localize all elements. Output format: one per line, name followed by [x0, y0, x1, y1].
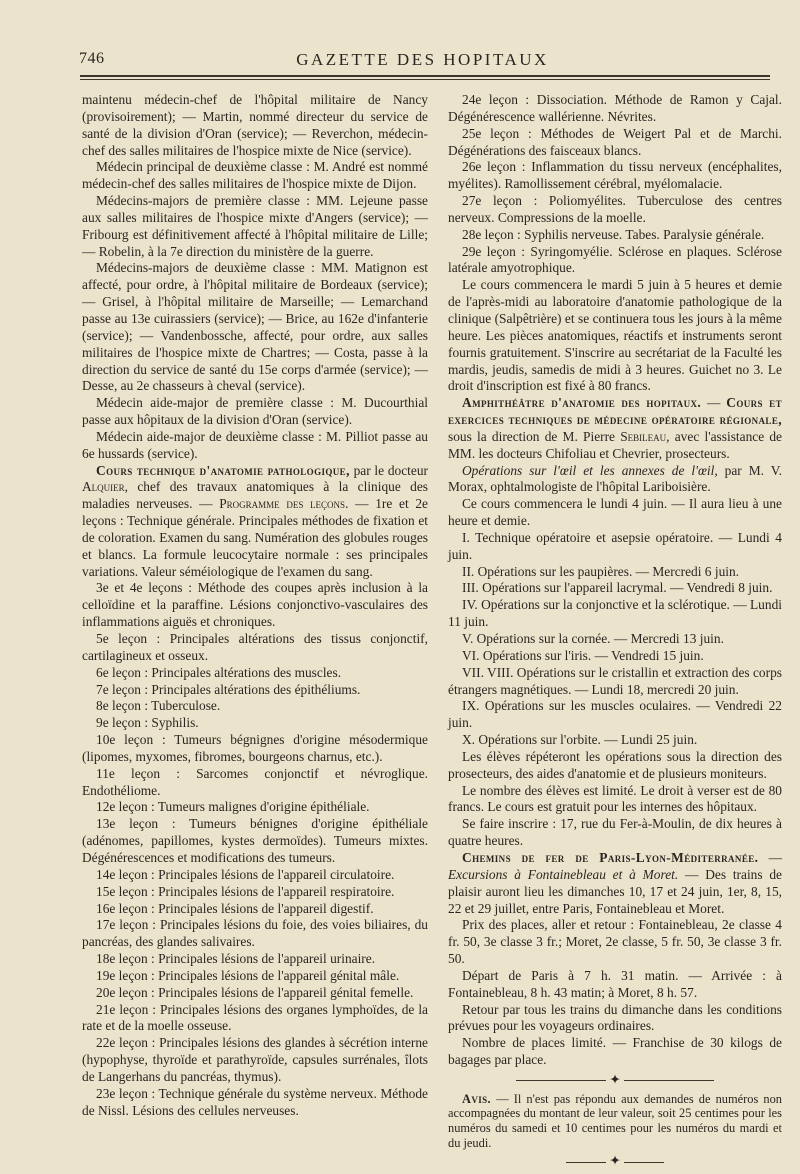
left-column [82, 92, 428, 1119]
railway-heading: Chemins de fer de Paris-Lyon-Méditerranée. [462, 849, 759, 865]
ophthalmology-title: Opérations sur l'œil et les annexes de l'œil, [462, 462, 718, 478]
operation-item: V. Opérations sur la cornée. — Mercredi 13 juin. [462, 631, 724, 646]
lesson-entry: 26e leçon : Inflammation du tissu nerveux (encéphalites, myélites). Ramollissement cérébral, myélomalacie. [448, 159, 782, 192]
lesson-entry: 28e leçon : Syphilis nerveuse. Tabes. Paralysie générale. [462, 226, 765, 242]
amphitheatre-announcement [448, 395, 782, 462]
lesson-entry: 13e leçon : Tumeurs bénignes d'origine épithéliale (adénomes, papillomes, kystes dermoïdes). Tumeurs mixtes. Dégénérescences et modifications des tumeurs. [82, 816, 428, 865]
ophthalmology-lecturer: par M. V. Morax, ophtalmologiste de l'hôpital Lariboisière. [448, 462, 782, 495]
lesson-entry: 3e et 4e leçons : Méthode des coupes après inclusion à la celloïdine et la paraffine. Lésions conjonctivo-vasculaires des inflammations aiguës et chroniques. [82, 580, 428, 630]
railway-departure: Départ de Paris à 7 h. 31 matin. — Arrivée : à Fontainebleau, 8 h. 43 matin; à Moret, 8 h. 57. [448, 967, 782, 1000]
lesson-entry: 22e leçon : Principales lésions des glandes à sécrétion interne (hypophyse, thyroïde et parathyroïde, capsules surrénales, îlots de Langerhans du pancréas, thymus). [82, 1035, 428, 1084]
lesson-entry: 7e leçon : Principales altérations des épithéliums. [96, 681, 361, 697]
ophthalmology-start: Ce cours commencera le lundi 4 juin. — Il aura lieu à une heure et demie. [448, 496, 782, 529]
operation-item: VII. VIII. Opérations sur le cristallin et extraction des corps étrangers magnétiques. — Lundi 18, mercredi 20 juin. [448, 664, 782, 697]
running-head [75, 48, 770, 72]
railway-subheading: Excursions à Fontainebleau et à Moret. [448, 866, 679, 882]
lesson-entry: 16e leçon : Principales lésions de l'appareil digestif. [96, 900, 374, 916]
ophthalmology-course [448, 463, 782, 497]
operation-item: I. Technique opératoire et asepsie opératoire. — Lundi 4 juin. [448, 529, 782, 562]
programme-label: Programme des leçons. [219, 496, 349, 512]
lesson-entry: 27e leçon : Poliomyélites. Tuberculose des centres nerveux. Compressions de la moelle. [448, 193, 782, 225]
operation-item: VI. Opérations sur l'iris. — Vendredi 15 juin. [462, 647, 704, 663]
notice-label: Avis. [462, 1091, 492, 1106]
amphitheatre-director: Sebileau [620, 428, 667, 444]
nominations-paragraph: Médecin aide-major de deuxième classe : M. Pilliot passe au 6e hussards (service). [82, 428, 428, 461]
lesson-entry: 18e leçon : Principales lésions de l'appareil urinaire. [96, 951, 376, 967]
lesson-entry: 25e leçon : Méthodes de Weigert Pal et de Marchi. Dégénérations des faisceaux blancs. [448, 125, 782, 158]
nominations-paragraph: Médecin principal de deuxième classe : M. André est nommé médecin-chef des salles militaires de l'hospice mixte de Dijon. [82, 159, 428, 192]
railway-text: — Des trains de plaisir auront lieu les dimanches 10, 17 et 24 juin, 1er, 8, 15, 22 et 29 juillet, entre Paris, Fontainebleau et Moret. [448, 866, 783, 916]
railway-return: Retour par tous les trains du dimanche dans les conditions prévues pour les voyageurs ordinaires. [448, 1001, 782, 1034]
lesson-entry: 8e leçon : Tuberculose. [96, 698, 221, 714]
lesson-entry: 12e leçon : Tumeurs malignes d'origine épithéliale. [96, 799, 370, 815]
course-intro-2: , chef des travaux anatomiques à la clinique des maladies nerveuses. — [82, 479, 428, 512]
lesson-entry: 20e leçon : Principales lésions de l'appareil génital femelle. [96, 984, 414, 1000]
lesson-entry: 5e leçon : Principales altérations des tissus conjonctif, cartilagineux et osseux. [82, 631, 428, 663]
lesson-entry: 6e leçon : Principales altérations des muscles. [96, 664, 342, 680]
lesson-entry: 14e leçon : Principales lésions de l'appareil circulatoire. [96, 866, 395, 882]
lesson-entry: 21e leçon : Principales lésions des organes lymphoïdes, de la rate et de la moelle osseuse. [82, 1001, 428, 1034]
operation-item: III. Opérations sur l'appareil lacrymal. — Vendredi 8 juin. [462, 580, 773, 596]
amphitheatre-direction-2: , avec l'assistance de MM. les docteurs Chifoliau et Chevrier, prosecteurs. [448, 428, 782, 461]
nominations-paragraph: maintenu médecin-chef de l'hôpital militaire de Nancy (provisoirement); — Martin, nommé directeur du service de santé de la division d'Oran (service); — Reverchon, médecin-chef des salles militaires de l'hospice mixte de Nice (service). [82, 92, 428, 158]
amphitheatre-subheading: Cours et exercices techniques de médecine opératoire régionale, [448, 395, 782, 428]
journal-title: GAZETTE DES HOPITAUX [296, 50, 549, 69]
lesson-entry: 19e leçon : Principales lésions de l'appareil génital mâle. [96, 967, 400, 983]
header-rule [80, 75, 770, 77]
operation-item: II. Opérations sur les paupières. — Mercredi 6 juin. [462, 563, 740, 579]
nominations-paragraph: Médecins-majors de première classe : MM. Lejeune passe aux salles militaires de l'hospice mixte d'Angers (service); — Fribourg est définitivement affecté à l'hôpital militaire de Lille; — Robelin, à la 7e direction du ministère de la guerre. [82, 193, 428, 259]
lesson-entry: 11e leçon : Sarcomes conjonctif et névroglique. Endothéliome. [82, 765, 428, 798]
course-heading: Cours technique d'anatomie pathologique, [96, 462, 350, 478]
lesson-entry: 17e leçon : Principales lésions du foie, des voies biliaires, du pancréas, des glandes salivaires. [82, 917, 428, 950]
course-announcement [82, 463, 428, 581]
ophthalmology-note: Le nombre des élèves est limité. Le droit à verser est de 80 francs. Le cours est gratuit pour les internes des hôpitaux. [448, 782, 782, 815]
lesson-entry: 15e leçon : Principales lésions de l'appareil respiratoire. [96, 883, 395, 899]
ophthalmology-note: Se faire inscrire : 17, rue du Fer-à-Moulin, de dix heures à quatre heures. [448, 816, 782, 849]
lesson-entry: — 1re et 2e leçons : Technique générale. Principales méthodes de fixation et de coloration. Examen du sang. Numération des globules rouges et blancs. La formule leucocytaire normale : ses principales variations. Valeur séméiologique de l'examen du sang. [82, 496, 428, 579]
ophthalmology-note: Les élèves répéteront les opérations sous la direction des prosecteurs, des aides d'anatomie et de plusieurs moniteurs. [448, 748, 782, 781]
heading-dash: — [758, 849, 782, 865]
railway-announcement [448, 850, 782, 917]
page-number: 746 [79, 50, 105, 67]
lesson-entry: 24e leçon : Dissociation. Méthode de Ramon y Cajal. Dégénérescence wallérienne. Névrites. [448, 92, 782, 124]
amphitheatre-direction: sous la direction de M. Pierre [448, 428, 621, 444]
heading-dash: — [701, 395, 727, 411]
amphitheatre-heading: Amphithéâtre d'anatomie des hopitaux. [462, 395, 702, 411]
nominations-paragraph: Médecin aide-major de première classe : M. Ducourthial passe aux hôpitaux de la division d'Oran (service). [82, 395, 428, 428]
right-column [448, 92, 782, 1173]
lesson-entry: 9e leçon : Syphilis. [96, 715, 199, 731]
notice-text: — Il n'est pas répondu aux demandes de numéros non accompagnées du montant de leur valeur, soit 25 centimes pour les numéros du samedi et 10 centimes pour les numéros du mardi et du jeudi. [448, 1091, 782, 1150]
lesson-entry: 23e leçon : Technique générale du système nerveux. Méthode de Nissl. Lésions des cellules nerveuses. [82, 1085, 428, 1118]
section-ornament: ✦ [448, 1072, 782, 1089]
operation-item: IX. Opérations sur les muscles oculaires. — Vendredi 22 juin. [448, 698, 782, 731]
header-rule-thin [80, 79, 770, 80]
operation-item: X. Opérations sur l'orbite. — Lundi 25 juin. [462, 732, 698, 748]
railway-limits: Nombre de places limité. — Franchise de 30 kilogs de bagages par place. [448, 1035, 782, 1068]
course-schedule: Le cours commencera le mardi 5 juin à 5 heures et demie de l'après-midi au laboratoire d'anatomie pathologique de la clinique (Salpêtrière) et se continuera tous les jours à la même heure. Les pièces anatomiques, réactifs et instruments seront fournis gratuitement. S'inscrire au secrétariat de la Faculté les mardis, jeudis, samedis de midi à 3 heures. Guichet no 3. Le droit d'inscription est fixé à 80 francs. [448, 277, 782, 394]
section-ornament: ✦ [448, 1153, 782, 1170]
railway-prices: Prix des places, aller et retour : Fontainebleau, 2e classe 4 fr. 50, 3e classe 3 fr.; Moret, 2e classe, 5 fr. 50, 3e classe 3 fr. 50. [448, 917, 782, 967]
subscriber-notice [448, 1092, 782, 1150]
operation-item: IV. Opérations sur la conjonctive et la sclérotique. — Lundi 11 juin. [448, 597, 782, 630]
lesson-entry: 10e leçon : Tumeurs bégnignes d'origine mésodermique (lipomes, myxomes, fibromes, bourgeons charnus, etc.). [82, 732, 428, 764]
nominations-paragraph: Médecins-majors de deuxième classe : MM. Matignon est affecté, pour ordre, à l'hôpital militaire de Bordeaux (service); — Grisel, à l'hôpital militaire de Marseille; — Lemarchand passe au 13e cuirassiers (service); — Brice, au 162e d'infanterie (service); — Vandenbossche, affecté, pour ordre, aux salles militaires de l'hospice mixte de Chartres; — Costa, passe à la direction du service de santé du 15e corps d'armée (service); — Desse, au 2e chasseurs à cheval (service). [82, 260, 428, 394]
course-intro: par le docteur [349, 462, 428, 478]
course-author: Alquier [82, 479, 125, 495]
lesson-entry: 29e leçon : Syringomyélie. Sclérose en plaques. Sclérose latérale amyotrophique. [448, 243, 782, 276]
